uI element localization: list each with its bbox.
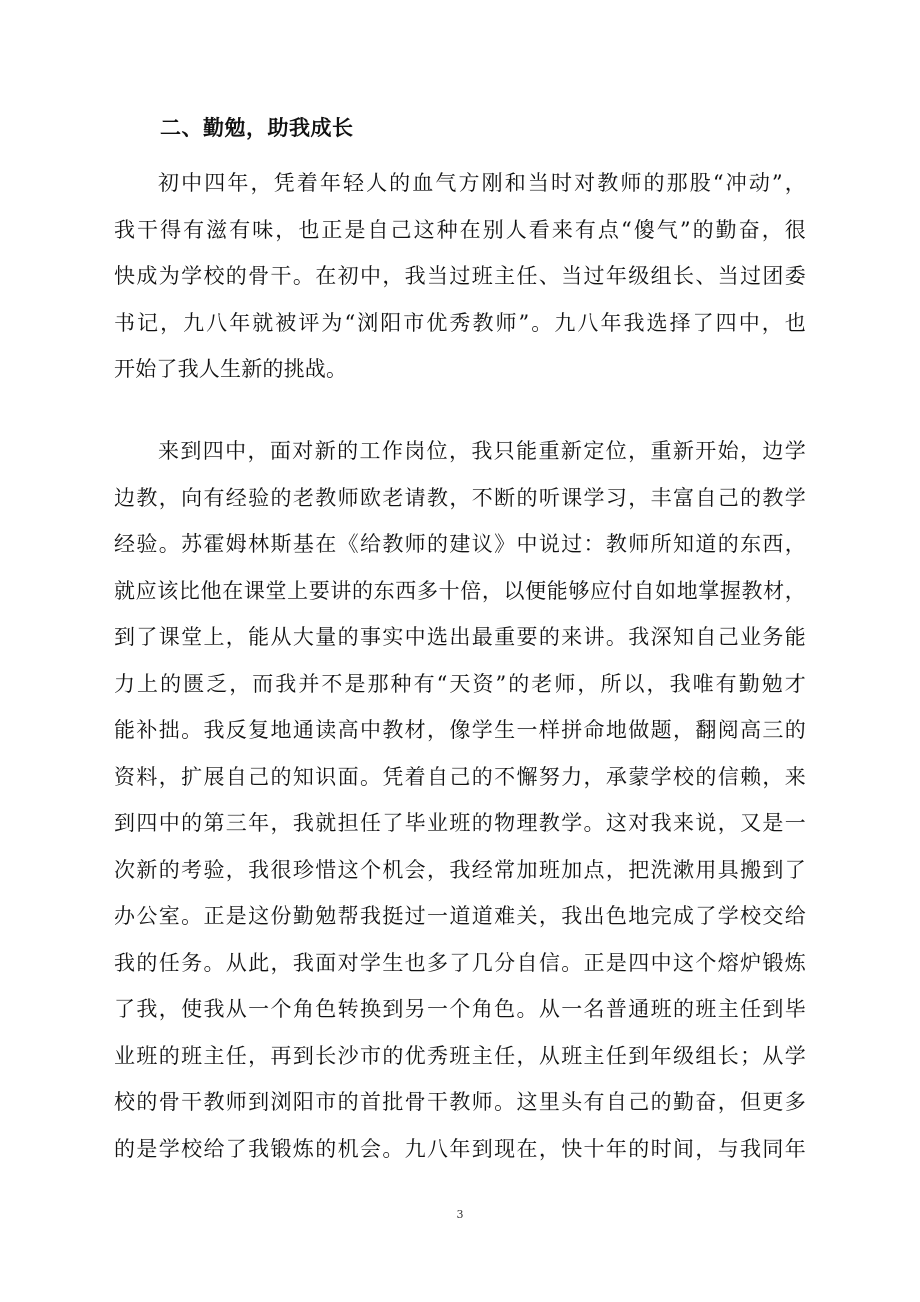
paragraph-line: 开始了我人生新的挑战。 — [114, 357, 348, 381]
paragraph-line: 就应该比他在课堂上要讲的东西多十倍，以便能够应付自如地掌握教材， — [114, 578, 806, 603]
paragraph-line: 书记，九八年就被评为“浏阳市优秀教师”。九八年我选择了四中，也 — [114, 310, 806, 335]
paragraph-line: 资料，扩展自己的知识面。凭着自己的不懈努力，承蒙学校的信赖，来 — [114, 764, 806, 789]
paragraph-line: 办公室。正是这份勤勉帮我挺过一道道难关，我出色地完成了学校交给 — [114, 904, 806, 928]
paragraph-line: 我的任务。从此，我面对学生也多了几分自信。正是四中这个熔炉锻炼 — [114, 950, 806, 975]
paragraph-line: 经验。苏霍姆林斯基在《给教师的建议》中说过：教师所知道的东西， — [114, 532, 806, 556]
paragraph-line: 我干得有滋有味，也正是自己这种在别人看来有点“傻气”的勤奋，很 — [114, 217, 806, 242]
paragraph-line: 的是学校给了我锻炼的机会。九八年到现在，快十年的时间，与我同年 — [114, 1136, 806, 1161]
paragraph-line: 业班的班主任，再到长沙市的优秀班主任，从班主任到年级组长；从学 — [114, 1043, 806, 1068]
paragraph-line: 了我，使我从一个角色转换到另一个角色。从一名普通班的班主任到毕 — [114, 997, 806, 1021]
section-heading: 二、勤勉，助我成长 — [160, 115, 354, 140]
paragraph-2 — [114, 428, 806, 1172]
paragraph-line: 次新的考验，我很珍惜这个机会，我经常加班加点，把洗漱用具搬到了 — [114, 857, 806, 882]
paragraph-line: 初中四年，凭着年轻人的血气方刚和当时对教师的那股“冲动”， — [158, 171, 806, 195]
paragraph-line: 边教，向有经验的老教师欧老请教，不断的听课学习，丰富自己的教学 — [114, 485, 806, 510]
paragraph-line: 校的骨干教师到浏阳市的首批骨干教师。这里头有自己的勤奋，但更多 — [114, 1090, 806, 1114]
paragraph-line: 快成为学校的骨干。在初中，我当过班主任、当过年级组长、当过团委 — [114, 264, 806, 288]
paragraph-1 — [114, 160, 806, 393]
paragraph-line: 能补拙。我反复地通读高中教材，像学生一样拼命地做题，翻阅高三的 — [114, 718, 806, 742]
paragraph-line: 力上的匮乏，而我并不是那种有“天资”的老师，所以，我唯有勤勉才 — [114, 671, 806, 696]
paragraph-line: 来到四中，面对新的工作岗位，我只能重新定位，重新开始，边学 — [158, 439, 806, 463]
paragraph-line: 到了课堂上，能从大量的事实中选出最重要的来讲。我深知自己业务能 — [114, 625, 806, 649]
paragraph-line: 到四中的第三年，我就担任了毕业班的物理教学。这对我来说，又是一 — [114, 811, 806, 835]
page-number: 3 — [456, 1208, 464, 1221]
